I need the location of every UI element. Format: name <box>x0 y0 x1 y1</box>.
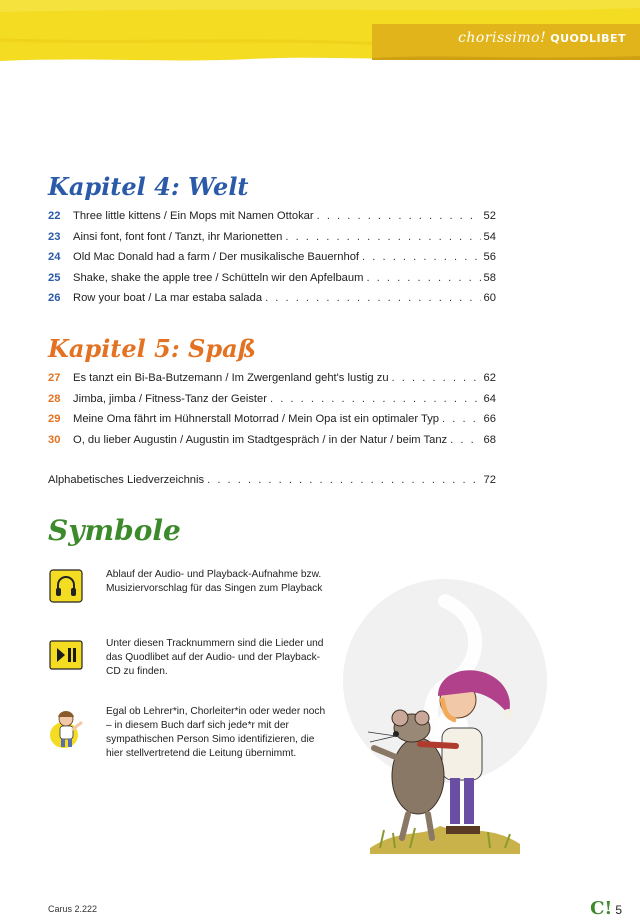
toc-entry[interactable] <box>48 430 496 451</box>
toc-entry[interactable] <box>48 409 496 430</box>
entry-number: 24 <box>48 251 61 263</box>
entry-page: 72 <box>483 474 496 486</box>
entry-number: 30 <box>48 433 61 446</box>
chapter-4-list <box>48 206 496 309</box>
entry-title: Meine Oma fährt im Hühnerstall Motorrad / Mein Opa ist ein optimaler Typ <box>73 413 440 425</box>
entry-title: Es tanzt ein Bi-Ba-Butzemann / Im Zwergenland geht's lustig zu <box>73 372 389 384</box>
dot-leader <box>270 389 481 410</box>
entry-number: 26 <box>48 292 61 304</box>
index-list <box>48 470 496 491</box>
carus-logo: C! <box>590 898 613 919</box>
toc-entry-index[interactable] <box>48 470 496 491</box>
brand-label <box>458 30 626 46</box>
entry-page: 66 <box>483 413 496 425</box>
entry-number: 22 <box>48 210 61 222</box>
simo-character-icon <box>48 705 84 751</box>
dot-leader <box>285 227 480 248</box>
entry-number: 28 <box>48 392 61 405</box>
symbol-item <box>48 568 328 604</box>
symbol-item <box>48 637 328 679</box>
entry-page: 54 <box>483 230 496 243</box>
entry-page: 62 <box>483 372 496 384</box>
dot-leader <box>362 247 481 268</box>
entry-title: Shake, shake the apple tree / Schütteln wir den Apfelbaum <box>73 271 364 284</box>
symbol-text: Unter diesen Tracknummern sind die Lieder und das Quodlibet auf der Audio- und der Playback-CD zu finden. <box>106 638 324 677</box>
entry-number: 23 <box>48 230 61 243</box>
toc-entry[interactable] <box>48 389 496 410</box>
toc-entry[interactable] <box>48 206 496 227</box>
play-pause-icon <box>48 637 84 673</box>
symbol-text: Egal ob Lehrer*in, Chorleiter*in oder weder noch – in diesem Buch darf sich jede*r mit der sympathischen Person Simo identifizieren, die hier stellvertretend die Leitung übernimmt. <box>106 706 326 759</box>
dot-leader <box>265 288 480 309</box>
dot-leader <box>366 268 480 289</box>
toc-entry[interactable] <box>48 368 496 389</box>
toc-entry[interactable] <box>48 288 496 309</box>
entry-page: 56 <box>483 251 496 263</box>
entry-title: O, du lieber Augustin / Augustin im Stadtgespräch / in der Natur / beim Tanz <box>73 433 448 446</box>
entry-number: 29 <box>48 413 61 425</box>
entry-page: 52 <box>483 210 496 222</box>
dot-leader <box>392 368 481 389</box>
entry-number: 27 <box>48 372 61 384</box>
entry-page: 64 <box>483 392 496 405</box>
entry-page: 60 <box>483 292 496 304</box>
entry-page: 68 <box>483 433 496 446</box>
brand-tag: QUODLIBET <box>550 32 626 45</box>
entry-title: Row your boat / La mar estaba salada <box>73 292 263 304</box>
entry-title: Ainsi font, font font / Tanzt, ihr Marionetten <box>73 230 283 243</box>
entry-title: Alphabetisches Liedverzeichnis <box>48 474 205 486</box>
dot-leader <box>207 470 480 491</box>
dot-leader <box>317 206 481 227</box>
brand-script: chorissimo! <box>458 30 547 46</box>
chapter-5-list <box>48 368 496 450</box>
toc-entry[interactable] <box>48 268 496 289</box>
entry-number: 25 <box>48 271 61 284</box>
chapter-4-title: Kapitel 4: Welt <box>48 172 249 201</box>
entry-title: Old Mac Donald had a farm / Der musikalische Bauernhof <box>73 251 360 263</box>
dot-leader <box>450 430 480 451</box>
symbol-text: Ablauf der Audio- und Playback-Aufnahme bzw. Musiziervorschlag für das Singen zum Playback <box>106 569 323 594</box>
toc-entry[interactable] <box>48 227 496 248</box>
entry-title: Three little kittens / Ein Mops mit Namen Ottokar <box>73 210 314 222</box>
dot-leader <box>442 409 481 430</box>
chapter-5-title: Kapitel 5: Spaß <box>48 334 256 363</box>
page-number: 5 <box>615 903 622 917</box>
footer-page <box>590 898 622 919</box>
entry-title: Jimba, jimba / Fitness-Tanz der Geister <box>73 392 267 405</box>
footer-publisher: Carus 2.222 <box>48 904 98 914</box>
headphones-icon <box>48 568 84 604</box>
symbols-title: Symbole <box>48 514 181 547</box>
symbol-item <box>48 705 328 761</box>
simo-and-mouse-illustration <box>360 648 530 854</box>
toc-entry[interactable] <box>48 247 496 268</box>
entry-page: 58 <box>483 271 496 284</box>
